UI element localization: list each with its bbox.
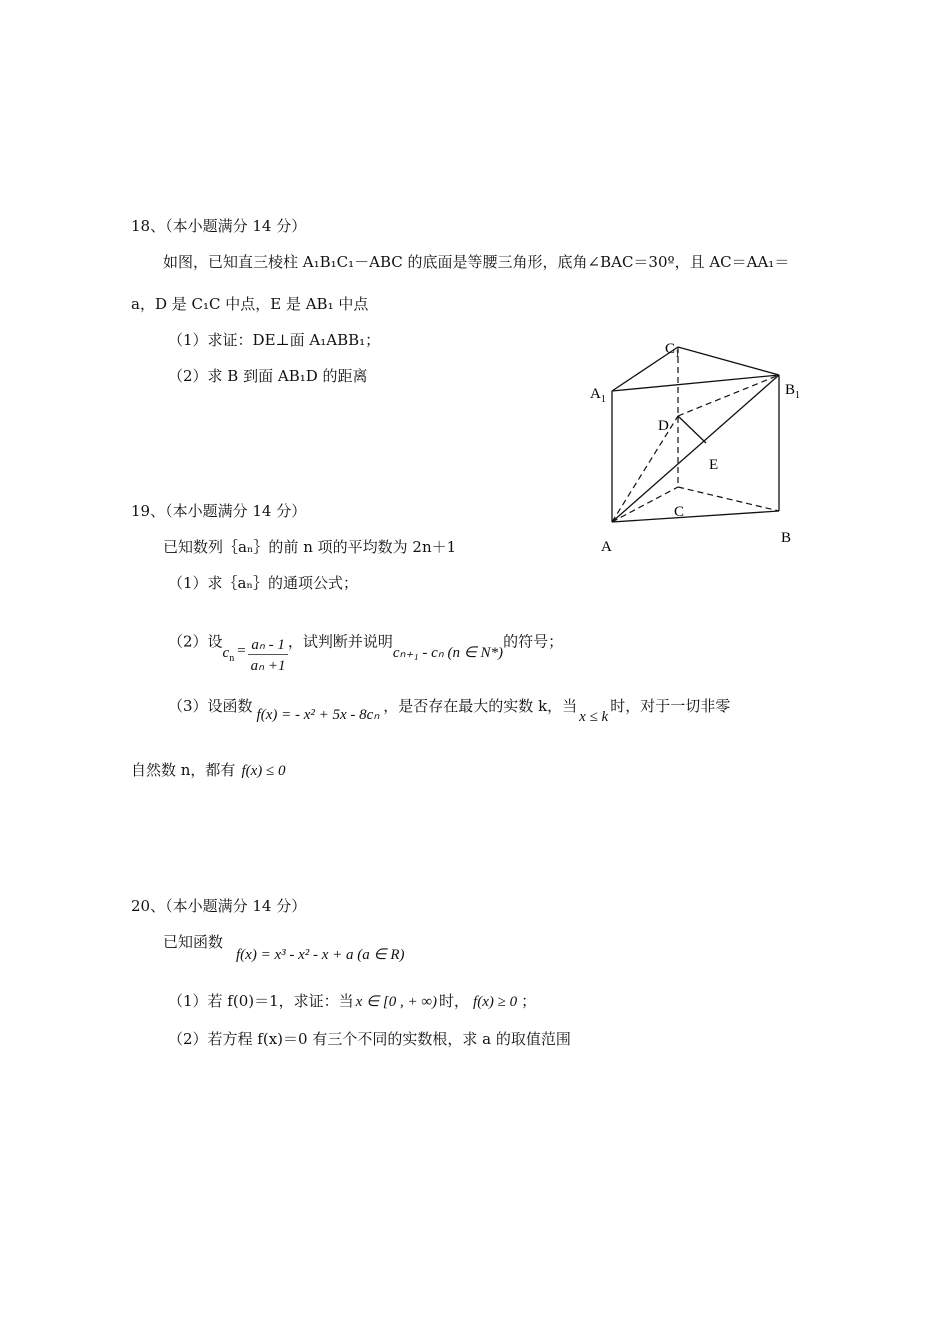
label-b1: $B_1$ bbox=[785, 382, 801, 401]
q19-part3-mid: ，是否存在最大的实数 k，当 bbox=[383, 697, 578, 715]
q18-header: 18、（本小题满分 14 分） bbox=[131, 217, 307, 235]
q19-part1: （1）求｛aₙ｝的通项公式； bbox=[168, 574, 358, 592]
q18-line2: a，D 是 C₁C 中点，E 是 AB₁ 中点 bbox=[131, 295, 369, 313]
edge-c-b bbox=[678, 487, 779, 511]
q19-part3-suffix: 时，对于一切非零 bbox=[610, 697, 731, 715]
q19-part3 bbox=[168, 696, 731, 725]
q19-part3-ineq: f(x) ≤ 0 bbox=[241, 763, 286, 779]
q19-part3-cond: x ≤ k bbox=[579, 709, 609, 725]
edge-a-b1 bbox=[612, 375, 779, 522]
q20-part1-ineq: f(x) ≥ 0 bbox=[473, 994, 518, 1010]
q19-part3-func: f(x) = - x² + 5x - 8cₙ bbox=[256, 707, 380, 723]
q20-part1-prefix: （1）若 f(0)＝1，求证：当 bbox=[168, 992, 354, 1010]
edge-c1-b1 bbox=[678, 347, 779, 375]
label-b: B bbox=[781, 530, 792, 546]
q19-part3-prefix: （3）设函数 bbox=[168, 697, 253, 715]
segment-d-b1 bbox=[678, 375, 779, 416]
q19-fraction-denominator: aₙ +1 bbox=[250, 658, 286, 674]
q19-fraction-numerator: aₙ - 1 bbox=[248, 636, 287, 655]
q18-line1: 如图，已知直三棱柱 A₁B₁C₁－ABC 的底面是等腰三角形，底角∠BAC＝30º，且 AC＝AA₁＝ bbox=[163, 253, 790, 271]
q20-part1 bbox=[168, 991, 536, 1012]
q19-eq-sign: = bbox=[236, 642, 247, 659]
prism-figure bbox=[585, 330, 810, 560]
q19-c-symbol: $c_n$ bbox=[222, 644, 235, 664]
label-a1: $A_1$ bbox=[590, 386, 606, 405]
q20-intro: 已知函数 bbox=[163, 933, 224, 951]
q19-intro: 已知数列｛aₙ｝的前 n 项的平均数为 2n＋1 bbox=[163, 538, 457, 556]
q19-part2-expr: cₙ₊₁ - cₙ (n ∈ N*) bbox=[392, 644, 504, 661]
q20-function: f(x) = x³ - x² - x + a (a ∈ R) bbox=[236, 947, 405, 963]
q18-part1: （1）求证：DE⊥面 A₁ABB₁； bbox=[168, 331, 381, 349]
label-a: A bbox=[601, 539, 612, 555]
q20-part1-domain: x ∈ [0 , + ∞) bbox=[355, 994, 438, 1010]
label-d: D bbox=[658, 418, 669, 434]
q19-fraction bbox=[248, 636, 287, 677]
q20-part1-mid: 时， bbox=[439, 992, 470, 1010]
edge-a-b bbox=[612, 511, 779, 522]
q19-part2-suffix: 的符号； bbox=[503, 632, 564, 651]
q18-part2: （2）求 B 到面 AB₁D 的距离 bbox=[168, 367, 368, 385]
q19-part2-prefix: （2）设 bbox=[168, 632, 223, 651]
q19-part3-line2: 自然数 n，都有 f(x) ≤ 0 bbox=[131, 761, 286, 779]
edge-a1-b1 bbox=[612, 375, 779, 391]
q19-header: 19、（本小题满分 14 分） bbox=[131, 502, 307, 520]
segment-d-e bbox=[678, 416, 706, 443]
q19-part2 bbox=[168, 622, 564, 674]
label-e: E bbox=[709, 457, 719, 473]
label-c: C bbox=[674, 504, 685, 520]
q20-part2: （2）若方程 f(x)＝0 有三个不同的实数根，求 a 的取值范围 bbox=[168, 1030, 571, 1048]
q20-header: 20、（本小题满分 14 分） bbox=[131, 897, 307, 915]
q20-part1-suffix: ； bbox=[521, 992, 537, 1010]
label-c1: $C_1$ bbox=[665, 341, 681, 360]
q19-part2-mid: ，试判断并说明 bbox=[287, 632, 393, 651]
